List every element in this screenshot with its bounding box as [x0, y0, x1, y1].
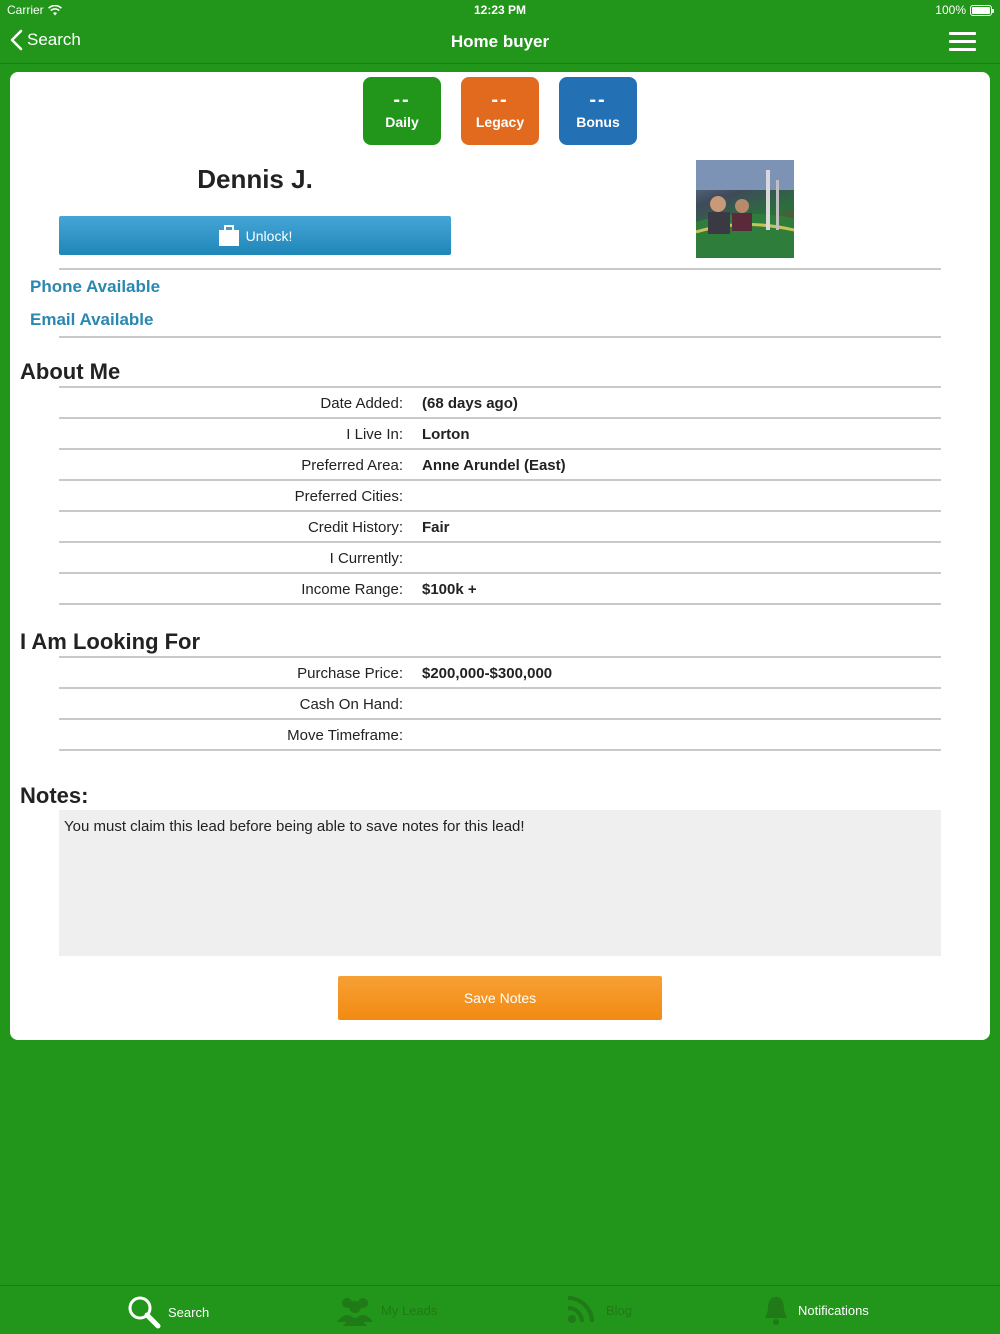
battery: [935, 3, 992, 17]
tab-notifications[interactable]: [760, 1294, 869, 1326]
looking-row: [59, 658, 941, 689]
bonus-label: Bonus: [576, 114, 620, 130]
about-row: [59, 419, 941, 450]
legacy-badge[interactable]: [461, 77, 539, 145]
legacy-value: --: [491, 89, 509, 111]
bonus-badge[interactable]: [559, 77, 637, 145]
save-notes-button[interactable]: Save Notes: [338, 976, 662, 1020]
tab-blog-label: Blog: [606, 1302, 633, 1318]
lead-card: [10, 72, 990, 1040]
row-label: Preferred Cities:: [294, 488, 403, 505]
credit-badges: [363, 77, 637, 145]
looking-row: [59, 720, 941, 751]
row-value: Anne Arundel (East): [422, 457, 566, 474]
bell-icon: [760, 1294, 792, 1326]
divider: [59, 336, 941, 338]
people-icon: [335, 1294, 375, 1326]
email-available-link[interactable]: Email Available: [30, 310, 154, 329]
looking-row: [59, 689, 941, 720]
row-label: I Currently:: [329, 550, 403, 567]
tab-search-label: Search: [168, 1304, 210, 1320]
about-me-title: About Me: [20, 359, 121, 384]
nav-bar: [0, 20, 1000, 64]
unlock-button[interactable]: [59, 216, 451, 255]
about-row: [59, 543, 941, 574]
row-value: Fair: [422, 519, 450, 536]
row-label: Credit History:: [307, 519, 403, 536]
divider: [59, 268, 941, 270]
rss-icon: [564, 1294, 600, 1326]
status-time: 12:23 PM: [473, 3, 527, 17]
legacy-label: Legacy: [475, 114, 525, 130]
notes-title: Notes:: [20, 783, 89, 808]
back-label: Search: [27, 30, 81, 49]
search-icon: [126, 1294, 162, 1330]
looking-for-title: I Am Looking For: [20, 629, 201, 654]
about-row: [59, 512, 941, 543]
row-label: Preferred Area:: [301, 457, 403, 474]
row-label: Move Timeframe:: [287, 727, 403, 744]
about-row: [59, 388, 941, 419]
bonus-value: --: [589, 89, 607, 111]
notes-textarea[interactable]: You must claim this lead before being able to save notes for this lead!: [59, 810, 941, 956]
page-title: Home buyer: [450, 32, 550, 51]
phone-available-link[interactable]: Phone Available: [30, 277, 161, 296]
daily-badge[interactable]: [363, 77, 441, 145]
tab-bar: [0, 1285, 1000, 1334]
row-value: $200,000-$300,000: [422, 665, 553, 682]
tab-my-leads-label: My Leads: [381, 1302, 438, 1318]
battery-icon: [970, 5, 992, 16]
daily-value: --: [393, 89, 411, 111]
row-label: Cash On Hand:: [299, 696, 403, 713]
daily-label: Daily: [385, 114, 419, 130]
tab-blog[interactable]: [564, 1294, 632, 1326]
row-value: Lorton: [422, 426, 470, 443]
about-row: [59, 450, 941, 481]
lead-photo: [696, 160, 794, 258]
row-value: (68 days ago): [422, 395, 518, 412]
row-label: Income Range:: [301, 581, 403, 598]
row-label: Date Added:: [320, 395, 403, 412]
briefcase-icon: [218, 225, 240, 247]
about-row: [59, 574, 941, 605]
tab-my-leads[interactable]: [335, 1294, 437, 1326]
about-row: [59, 481, 941, 512]
row-label: Purchase Price:: [297, 665, 403, 682]
row-label: I Live In:: [346, 426, 403, 443]
hamburger-menu-icon[interactable]: [949, 32, 976, 52]
status-bar: [0, 0, 1000, 20]
lead-name: Dennis J.: [197, 164, 313, 194]
battery-percent: 100%: [935, 3, 966, 17]
row-value: $100k +: [422, 581, 477, 598]
tab-notifications-label: Notifications: [798, 1302, 869, 1318]
unlock-label: Unlock!: [245, 227, 293, 244]
tab-search[interactable]: [126, 1294, 209, 1330]
carrier-label: Carrier: [7, 3, 44, 17]
